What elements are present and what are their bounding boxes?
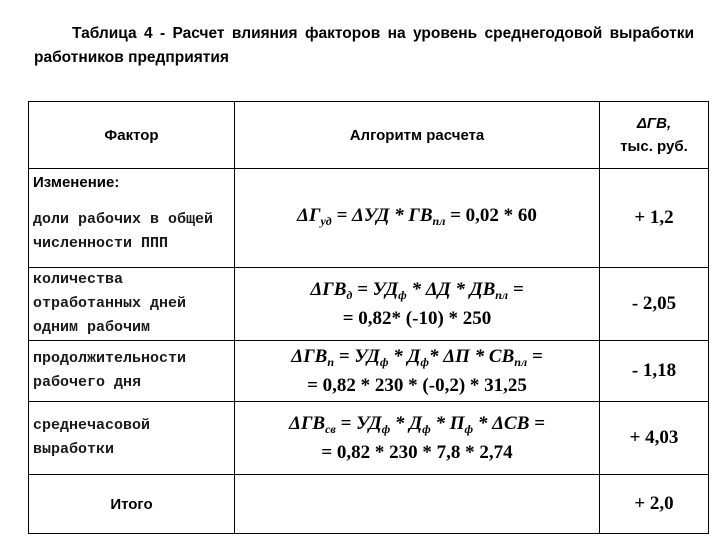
header-delta-symbol: ΔГВ,: [636, 115, 672, 132]
total-value: + 2,0: [600, 475, 709, 534]
table-row: [29, 268, 709, 341]
formula-cell: [235, 341, 600, 402]
factor-1: количества отработанных дней одним рабочим: [29, 268, 235, 341]
formula-3: $\Delta ГВ_{св} = УД_ф * Д_ф * П_ф * \Delta СВ$ = = 0,82 * 230 * 7,8 * 2,74: [289, 412, 545, 463]
table-title: Таблица 4 - Расчет влияния факторов на уровень среднегодовой выработки работников предприятия: [34, 25, 694, 66]
factor-2: продолжительности рабочего дня: [29, 341, 235, 402]
formula-0: $\Delta Г_{уд} = \Delta УД * ГВ_{пл} = 0,02 * 60$: [297, 204, 537, 228]
total-label: Итого: [29, 475, 235, 534]
formula-1: $\Delta ГВ_д = УД_ф * \Delta Д * ДВ_{пл}$ = = 0,82* (-10) * 250: [310, 278, 524, 329]
header-delta-unit: тыс. руб.: [620, 138, 688, 155]
factor-analysis-table: [28, 101, 709, 534]
formula-cell: [235, 402, 600, 475]
header-delta: [600, 102, 709, 169]
total-row: [29, 475, 709, 534]
value-1: - 2,05: [600, 268, 709, 341]
header-factor: Фактор: [29, 102, 235, 169]
formula-cell: [235, 268, 600, 341]
value-3: + 4,03: [600, 402, 709, 475]
total-formula-empty: [235, 475, 600, 534]
table-row: [29, 402, 709, 475]
formula-cell: [235, 169, 600, 268]
value-0: + 1,2: [600, 169, 709, 268]
factor-3: среднечасовой выработки: [29, 402, 235, 475]
table-row: [29, 341, 709, 402]
change-label: Изменение:: [29, 169, 235, 198]
header-algorithm: Алгоритм расчета: [235, 102, 600, 169]
value-2: - 1,18: [600, 341, 709, 402]
change-row: [29, 169, 709, 198]
factor-0: доли рабочих в общей численности ППП: [29, 197, 235, 268]
header-row: [29, 102, 709, 169]
formula-2: $\Delta ГВ_п = УД_ф * Д_ф*$ ΔП * $СВ_{пл}$ = = 0,82 * 230 * (-0,2) * 31,25: [291, 345, 543, 396]
